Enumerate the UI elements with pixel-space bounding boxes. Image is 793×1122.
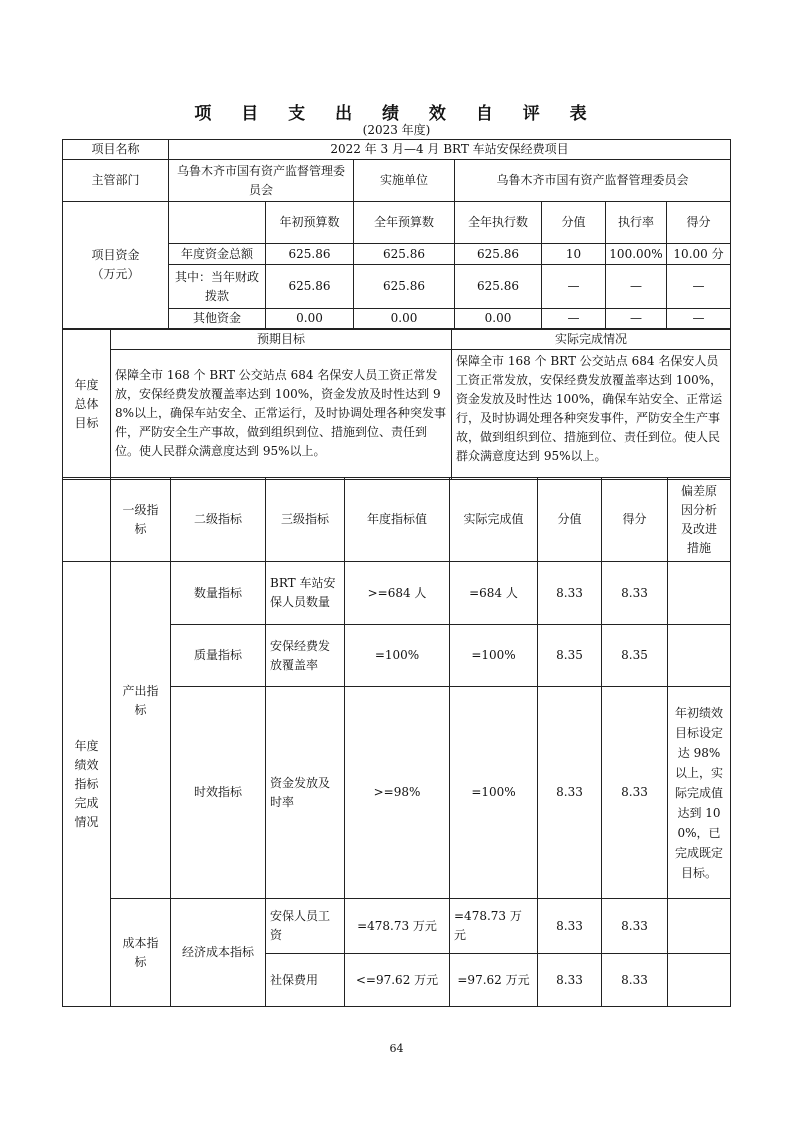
funds-cell: — xyxy=(667,265,731,309)
funds-cell: — xyxy=(542,265,606,309)
project-name: 2022 年 3 月—4 月 BRT 车站安保经费项目 xyxy=(169,140,731,160)
funds-header: 分值 xyxy=(542,202,606,244)
indicator-header: 二级指标 xyxy=(171,478,266,562)
funds-cell: — xyxy=(542,309,606,329)
funds-cell: 625.86 xyxy=(455,244,542,265)
indicator-header: 三级指标 xyxy=(266,478,345,562)
funds-cell: 625.86 xyxy=(354,244,455,265)
got-cell: 8.33 xyxy=(602,687,668,899)
indicator-header: 一级指标 xyxy=(111,478,171,562)
page-number: 64 xyxy=(389,1042,404,1055)
funds-cell: 625.86 xyxy=(455,265,542,309)
indicator-header: 偏差原因分析及改进措施 xyxy=(668,478,731,562)
indicators-table xyxy=(62,477,731,1007)
top-table xyxy=(62,139,731,329)
indicator-header: 年度指标值 xyxy=(345,478,450,562)
level1-output: 产出指标 xyxy=(111,562,171,899)
project-name-label: 项目名称 xyxy=(63,140,169,160)
dept-value: 乌鲁木齐市国有资产监督管理委员会 xyxy=(169,160,354,202)
score-cell: 8.33 xyxy=(538,562,602,625)
level2-cell: 经济成本指标 xyxy=(171,899,266,1007)
indicators-corner xyxy=(63,478,111,562)
impl-value: 乌鲁木齐市国有资产监督管理委员会 xyxy=(455,160,731,202)
funds-header: 全年预算数 xyxy=(354,202,455,244)
note-cell xyxy=(668,899,731,954)
funds-cell: 100.00% xyxy=(606,244,667,265)
funds-label: 项目资金 （万元） xyxy=(63,202,169,329)
got-cell: 8.33 xyxy=(602,562,668,625)
note-cell: 年初绩效目标设定达 98%以上，实际完成值达到 100%，已完成既定目标。 xyxy=(668,687,731,899)
level2-cell: 时效指标 xyxy=(171,687,266,899)
funds-row-label: 其他资金 xyxy=(169,309,266,329)
target-cell: =100% xyxy=(345,625,450,687)
funds-cell: 0.00 xyxy=(354,309,455,329)
indicators-section-label: 年度绩效指标完成情况 xyxy=(63,562,111,1007)
impl-label: 实施单位 xyxy=(354,160,455,202)
funds-cell: — xyxy=(606,309,667,329)
note-cell xyxy=(668,625,731,687)
score-cell: 8.35 xyxy=(538,625,602,687)
actual-goal: 保障全市 168 个 BRT 公交站点 684 名保安人员工资正常发放，安保经费发放覆盖率达到 100%，资金发放及时性达 100%，确保车站安全、正常运行，及时协调处理各种突发事件，严防安全生产事故，做到组织到位、措施到位、责任到位。使人民群众满意度达到 95%以上。 xyxy=(452,350,731,480)
funds-row-label: 年度资金总额 xyxy=(169,244,266,265)
dept-label: 主管部门 xyxy=(63,160,169,202)
actual-header: 实际完成情况 xyxy=(452,330,731,350)
expected-header: 预期目标 xyxy=(111,330,452,350)
level3-cell: 安保人员工资 xyxy=(266,899,345,954)
actual-cell: =100% xyxy=(450,625,538,687)
level3-cell: 社保费用 xyxy=(266,954,345,1007)
indicator-header: 得分 xyxy=(602,478,668,562)
goals-table xyxy=(62,329,731,480)
funds-cell: 10 xyxy=(542,244,606,265)
level2-cell: 数量指标 xyxy=(171,562,266,625)
funds-header: 得分 xyxy=(667,202,731,244)
note-cell xyxy=(668,954,731,1007)
target-cell: >=684 人 xyxy=(345,562,450,625)
target-cell: <=97.62 万元 xyxy=(345,954,450,1007)
indicator-header: 分值 xyxy=(538,478,602,562)
funds-cell: — xyxy=(606,265,667,309)
funds-cell: 10.00 分 xyxy=(667,244,731,265)
note-cell xyxy=(668,562,731,625)
target-cell: >=98% xyxy=(345,687,450,899)
actual-cell: =478.73 万元 xyxy=(450,899,538,954)
level3-cell: 安保经费发放覆盖率 xyxy=(266,625,345,687)
page-title: 项 目 支 出 绩 效 自 评 表 xyxy=(194,104,599,124)
funds-cell: 0.00 xyxy=(455,309,542,329)
target-cell: =478.73 万元 xyxy=(345,899,450,954)
level3-cell: BRT 车站安保人员数量 xyxy=(266,562,345,625)
score-cell: 8.33 xyxy=(538,899,602,954)
funds-cell: 0.00 xyxy=(266,309,354,329)
page-subtitle: (2023 年度) xyxy=(362,123,431,137)
got-cell: 8.33 xyxy=(602,954,668,1007)
actual-cell: =100% xyxy=(450,687,538,899)
goals-label: 年度总体目标 xyxy=(63,330,111,480)
got-cell: 8.35 xyxy=(602,625,668,687)
score-cell: 8.33 xyxy=(538,954,602,1007)
funds-row-label: 其中：当年财政拨款 xyxy=(169,265,266,309)
level2-cell: 质量指标 xyxy=(171,625,266,687)
score-cell: 8.33 xyxy=(538,687,602,899)
funds-header: 年初预算数 xyxy=(266,202,354,244)
expected-goal: 保障全市 168 个 BRT 公交站点 684 名保安人员工资正常发放，安保经费发放覆盖率达到 100%，资金发放及时性达到 98%以上，确保车站安全、正常运行，及时协调处理各种突发事件，严防安全生产事故，做到组织到位、措施到位、责任到位。使人民群众满意度达到 95%以上。 xyxy=(111,350,452,480)
actual-cell: =684 人 xyxy=(450,562,538,625)
funds-cell: 625.86 xyxy=(266,265,354,309)
funds-cell: 625.86 xyxy=(354,265,455,309)
level3-cell: 资金发放及时率 xyxy=(266,687,345,899)
funds-cell: 625.86 xyxy=(266,244,354,265)
actual-cell: =97.62 万元 xyxy=(450,954,538,1007)
funds-header: 全年执行数 xyxy=(455,202,542,244)
funds-corner xyxy=(169,202,266,244)
funds-header: 执行率 xyxy=(606,202,667,244)
level1-cost: 成本指标 xyxy=(111,899,171,1007)
got-cell: 8.33 xyxy=(602,899,668,954)
funds-cell: — xyxy=(667,309,731,329)
indicator-header: 实际完成值 xyxy=(450,478,538,562)
